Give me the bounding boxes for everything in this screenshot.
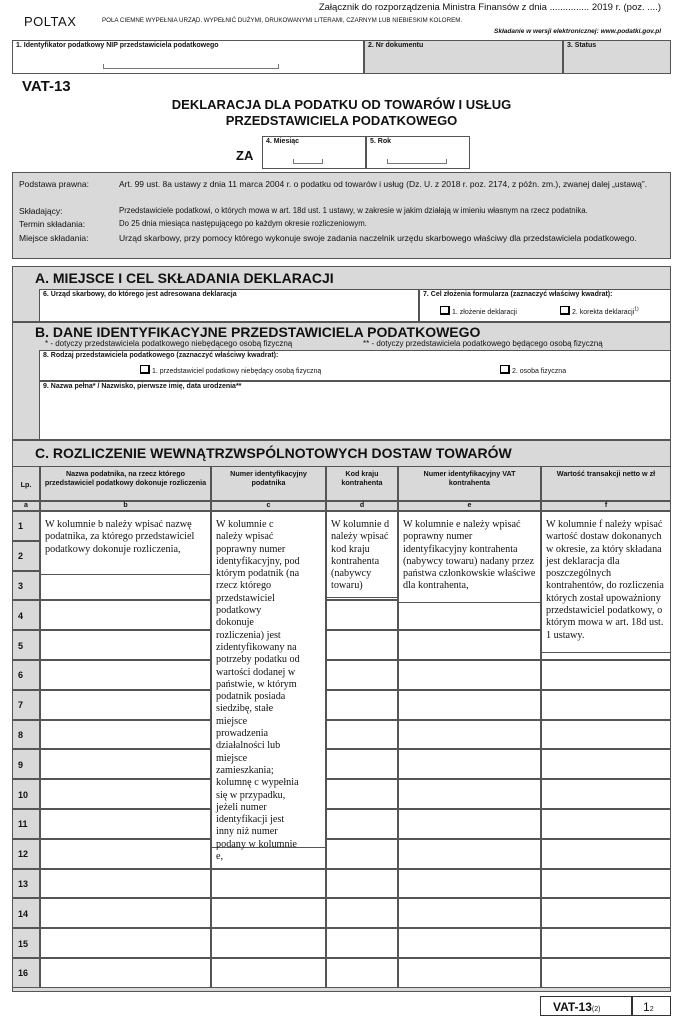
row-number: 15: [12, 928, 40, 958]
row-number: 9: [12, 749, 40, 779]
info-value-place: Urząd skarbowy, przy pomocy którego wykonuje swoje zadania naczelnik urzędu skarbowego właściwy dla przedstawiciela podatkowego.: [119, 233, 637, 243]
purpose-option-2-label: 2. korekta deklaracji: [572, 309, 635, 316]
rep-type-option-1-label: 1. przedstawiciel podatkowy niebędący osobą fizyczną: [152, 368, 322, 375]
table-cell-net-value[interactable]: [541, 809, 671, 839]
footnote-mark: 1): [634, 306, 639, 313]
table-cell-vat-id[interactable]: [398, 779, 541, 809]
table-cell-vat-id[interactable]: [398, 660, 541, 690]
poltax-logo: POLTAX: [24, 14, 77, 29]
purpose-label: 7. Cel złożenia formularza (zaznaczyć właściwy kwadrat):: [423, 291, 613, 298]
column-letter-f: f: [541, 501, 671, 511]
column-letter-e: e: [398, 501, 541, 511]
table-cell-net-value[interactable]: [541, 898, 671, 928]
column-header-taxpayer-name: Nazwa podatnika, na rzecz którego przedstawiciel podatkowy dokonuje rozliczenia: [40, 466, 211, 501]
info-key-deadline: Termin składania:: [19, 219, 86, 229]
table-cell-taxpayer-id[interactable]: [211, 958, 326, 988]
table-cell-vat-id[interactable]: [398, 958, 541, 988]
table-cell-country-code[interactable]: [326, 869, 398, 899]
column-header-lp: Lp.: [12, 466, 40, 501]
rep-type-option-2-label: 2. osoba fizyczna: [512, 368, 567, 375]
table-cell-net-value[interactable]: [541, 958, 671, 988]
row-number: 11: [12, 809, 40, 839]
title-line1: DEKLARACJA DLA PODATKU OD TOWARÓW I USŁUG: [171, 97, 512, 112]
table-cell-taxpayer-name[interactable]: [40, 898, 211, 928]
table-cell-country-code[interactable]: [326, 600, 398, 630]
column-note-d: W kolumnie d należy wpisać kod kraju kontrahenta (nabywcy towaru): [327, 513, 397, 598]
column-letter-d: d: [326, 501, 398, 511]
table-cell-vat-id[interactable]: [398, 928, 541, 958]
column-letter-a: a: [12, 501, 40, 511]
title-line2: PRZEDSTAWICIELA PODATKOWEGO: [225, 113, 458, 128]
month-ticks: [293, 159, 323, 164]
section-a: [12, 266, 671, 322]
row-number: 13: [12, 869, 40, 899]
table-cell-country-code[interactable]: [326, 809, 398, 839]
tax-office-label: 6. Urząd skarbowy, do którego jest adresowana deklaracja: [43, 291, 237, 298]
month-label: 4. Miesiąc: [266, 138, 300, 145]
full-name-field[interactable]: [39, 381, 671, 440]
nip-ticks: [103, 64, 279, 69]
row-number: 16: [12, 958, 40, 988]
section-b: [12, 322, 671, 440]
column-header-country-code: Kod kraju kontrahenta: [326, 466, 398, 501]
section-b-title: B. DANE IDENTYFIKACYJNE PRZEDSTAWICIELA PODATKOWEGO: [35, 324, 481, 340]
column-note-f: W kolumnie f należy wpisać wartość dostaw dokonanych w okresie, za który składana jest deklaracja dla poszczególnych kontrahentów, do rozliczenia których został upoważniony przedstawiciel podatkowy, o którym mowa w art. 18d ust. 1 ustawy.: [542, 513, 670, 653]
table-cell-taxpayer-name[interactable]: [40, 600, 211, 630]
table-cell-country-code[interactable]: [326, 630, 398, 660]
year-ticks: [387, 159, 447, 164]
representative-type-label: 8. Rodzaj przedstawiciela podatkowego (zaznaczyć właściwy kwadrat):: [43, 352, 279, 359]
status-field: [563, 40, 671, 74]
purpose-option-1[interactable]: [440, 306, 517, 316]
table-cell-vat-id[interactable]: [398, 690, 541, 720]
table-cell-net-value[interactable]: [541, 839, 671, 869]
info-value-submitter: Przedstawiciele podatkowi, o których mowa w art. 18d ust. 1 ustawy, w zakresie w jakim działają w imieniu własnym na rzecz podatnika.: [119, 206, 588, 215]
purpose-option-1-label: 1. złożenie deklaracji: [452, 309, 517, 316]
table-cell-taxpayer-id[interactable]: [211, 869, 326, 899]
table-cell-net-value[interactable]: [541, 720, 671, 750]
table-cell-country-code[interactable]: [326, 690, 398, 720]
purpose-field: [419, 289, 671, 322]
table-cell-country-code[interactable]: [326, 898, 398, 928]
footer-page-box: [632, 996, 671, 1016]
footer-version: (2): [591, 1006, 601, 1013]
row-number: 4: [12, 600, 40, 630]
row-number: 7: [12, 690, 40, 720]
table-cell-net-value[interactable]: [541, 749, 671, 779]
table-cell-country-code[interactable]: [326, 928, 398, 958]
page-count: 2: [649, 1006, 654, 1013]
table-cell-taxpayer-name[interactable]: [40, 839, 211, 869]
form-code: VAT-13: [22, 78, 71, 95]
settlement-table: [12, 466, 671, 992]
info-block: [12, 172, 671, 259]
info-key-legal: Podstawa prawna:: [19, 179, 89, 189]
info-value-legal: Art. 99 ust. 8a ustawy z dnia 11 marca 2004 r. o podatku od towarów i usług (Dz. U. z 2018 r. poz. 2174, z późn. zm.), zwanej dalej „ustawą”.: [119, 179, 648, 189]
table-cell-taxpayer-name[interactable]: [40, 869, 211, 899]
page-number: 1: [643, 1000, 650, 1014]
section-b-note1: * - dotyczy przedstawiciela podatkowego niebędącego osobą fizyczną: [45, 339, 293, 348]
table-cell-taxpayer-name[interactable]: [40, 779, 211, 809]
table-cell-taxpayer-name[interactable]: [40, 660, 211, 690]
table-cell-taxpayer-id[interactable]: [211, 898, 326, 928]
table-cell-taxpayer-name[interactable]: [40, 928, 211, 958]
column-letter-b: b: [40, 501, 211, 511]
section-a-title: A. MIEJSCE I CEL SKŁADANIA DEKLARACJI: [35, 270, 334, 286]
column-letter-c: c: [211, 501, 326, 511]
electronic-note: Składanie w wersji elektronicznej: www.podatki.gov.pl: [494, 28, 661, 35]
row-number: 2: [12, 541, 40, 571]
row-number: 8: [12, 720, 40, 750]
table-cell-taxpayer-name[interactable]: [40, 690, 211, 720]
table-cell-country-code[interactable]: [326, 720, 398, 750]
annex-note: Załącznik do rozporządzenia Ministra Finansów z dnia ............... 2019 r. (poz. ....): [318, 2, 661, 13]
footer-code-box: [540, 996, 632, 1016]
status-label: 3. Status: [567, 42, 597, 49]
table-cell-net-value[interactable]: [541, 660, 671, 690]
table-cell-net-value[interactable]: [541, 690, 671, 720]
document-number-field: [364, 40, 563, 74]
info-key-place: Miejsce składania:: [19, 233, 89, 243]
checkbox-icon[interactable]: [140, 365, 150, 374]
table-cell-taxpayer-name[interactable]: [40, 958, 211, 988]
fill-instructions: POLA CIEMNE WYPEŁNIA URZĄD. WYPEŁNIĆ DUŻYMI, DRUKOWANYMI LITERAMI, CZARNYM LUB NIEBIESKIM KOLOREM.: [102, 17, 463, 24]
table-cell-country-code[interactable]: [326, 749, 398, 779]
table-cell-vat-id[interactable]: [398, 600, 541, 630]
info-value-deadline: Do 25 dnia miesiąca następującego po każdym okresie rozliczeniowym.: [119, 219, 367, 228]
table-cell-taxpayer-name[interactable]: [40, 571, 211, 601]
table-cell-country-code[interactable]: [326, 958, 398, 988]
table-cell-taxpayer-id[interactable]: [211, 928, 326, 958]
checkbox-icon[interactable]: [560, 306, 570, 315]
table-cell-vat-id[interactable]: [398, 869, 541, 899]
table-cell-vat-id[interactable]: [398, 898, 541, 928]
table-cell-vat-id[interactable]: [398, 630, 541, 660]
checkbox-icon[interactable]: [500, 365, 510, 374]
table-cell-country-code[interactable]: [326, 839, 398, 869]
table-cell-taxpayer-name[interactable]: [40, 749, 211, 779]
row-number: 14: [12, 898, 40, 928]
column-header-taxpayer-id: Numer identyfikacyjny podatnika: [211, 466, 326, 501]
table-cell-taxpayer-name[interactable]: [40, 720, 211, 750]
row-number: 5: [12, 630, 40, 660]
table-cell-vat-id[interactable]: [398, 809, 541, 839]
month-field[interactable]: [262, 136, 366, 169]
nip-label: 1. Identyfikator podatkowy NIP przedstawiciela podatkowego: [16, 42, 219, 49]
table-cell-vat-id[interactable]: [398, 839, 541, 869]
section-c-title: C. ROZLICZENIE WEWNĄTRZWSPÓLNOTOWYCH DOSTAW TOWARÓW: [35, 445, 512, 461]
row-number: 10: [12, 779, 40, 809]
year-field[interactable]: [366, 136, 470, 169]
representative-type-field: [39, 350, 671, 381]
row-number: 12: [12, 839, 40, 869]
nip-field[interactable]: [12, 40, 364, 74]
column-note-e: W kolumnie e należy wpisać poprawny numer identyfikacyjny kontrahenta (nabywcy towaru) nadany przez państwa członkowskie właściwe dla kontrahenta,: [399, 513, 540, 603]
table-cell-taxpayer-name[interactable]: [40, 630, 211, 660]
table-cell-taxpayer-name[interactable]: [40, 809, 211, 839]
section-b-note2: ** - dotyczy przedstawiciela podatkowego będącego osobą fizyczną: [363, 339, 603, 348]
table-cell-vat-id[interactable]: [398, 749, 541, 779]
column-note-c: W kolumnie c należy wpisać poprawny numer identyfikacyjny, pod którym podatnik (na rzecz którego przedstawiciel podatkowy dokonuje rozliczenia) jest zidentyfikowany na potrzeby podatku od wartości dodanej w państwie, w którym podatnik posiada siedzibę, stałe miejsce prowadzenia działalności lub miejsce zamieszkania; kolumnę c wypełnia się w przypadku, jeżeli numer identyfikacji jest inny niż numer podany w kolumnie e,: [212, 513, 325, 848]
year-label: 5. Rok: [370, 138, 392, 145]
za-label: ZA: [236, 148, 254, 163]
purpose-option-2[interactable]: [560, 306, 639, 316]
table-cell-country-code[interactable]: [326, 779, 398, 809]
row-number: 6: [12, 660, 40, 690]
document-number-label: 2. Nr dokumentu: [368, 42, 424, 49]
table-cell-net-value[interactable]: [541, 779, 671, 809]
info-key-submitter: Składający:: [19, 206, 63, 216]
table-cell-vat-id[interactable]: [398, 720, 541, 750]
checkbox-icon[interactable]: [440, 306, 450, 315]
table-cell-country-code[interactable]: [326, 660, 398, 690]
row-number: 3: [12, 571, 40, 601]
column-note-b: W kolumnie b należy wpisać nazwę podatnika, za którego przedstawiciel podatkowy dokonuje rozliczenia,: [41, 513, 210, 575]
column-header-net-value: Wartość transakcji netto w zł: [541, 466, 671, 501]
row-number: 1: [12, 511, 40, 541]
full-name-label: 9. Nazwa pełna* / Nazwisko, pierwsze imię, data urodzenia**: [43, 383, 242, 390]
footer-code: VAT-13: [553, 1000, 592, 1014]
table-cell-net-value[interactable]: [541, 869, 671, 899]
rep-type-option-2[interactable]: [500, 365, 566, 375]
tax-office-field[interactable]: [39, 289, 419, 322]
table-cell-net-value[interactable]: [541, 928, 671, 958]
column-header-vat-id: Numer identyfikacyjny VAT kontrahenta: [398, 466, 541, 501]
rep-type-option-1[interactable]: [140, 365, 321, 375]
